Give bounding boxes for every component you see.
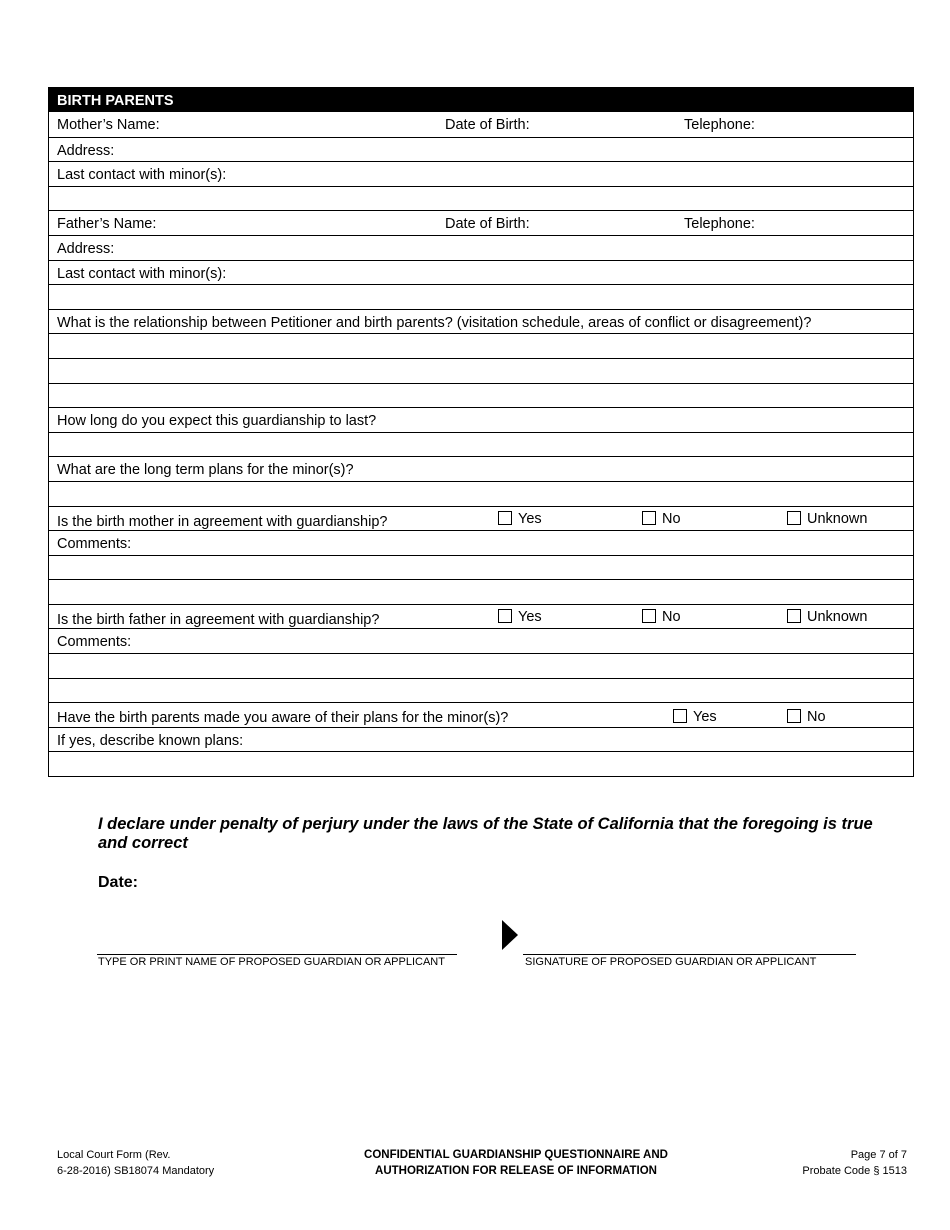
answer-line[interactable] (49, 481, 913, 506)
comments-label: Comments: (57, 536, 132, 553)
mother-agreement-question: Is the birth mother in agreement with guardianship? (57, 513, 388, 530)
plans-aware-no-checkbox[interactable]: No (787, 709, 826, 725)
answer-line[interactable] (49, 555, 913, 580)
plans-aware-yes-checkbox[interactable]: Yes (673, 709, 717, 725)
father-comments-row[interactable] (49, 628, 913, 653)
father-info-row[interactable] (49, 210, 913, 235)
describe-plans-row[interactable] (49, 727, 913, 752)
mother-telephone-label: Telephone: (684, 117, 755, 133)
father-agree-unknown-checkbox[interactable]: Unknown (787, 609, 867, 625)
father-last-contact-label: Last contact with minor(s): (57, 265, 227, 282)
mother-comments-row[interactable] (49, 530, 913, 555)
sign-here-arrow-icon (502, 920, 518, 950)
checkbox-icon[interactable] (642, 511, 656, 525)
signature-line[interactable] (523, 954, 856, 955)
mother-name-label: Mother’s Name: (57, 117, 160, 133)
blank-line[interactable] (49, 186, 913, 211)
long-term-question-row (49, 456, 913, 481)
father-address-row[interactable] (49, 235, 913, 260)
footer-page-info: Page 7 of 7 Probate Code § 1513 (802, 1149, 907, 1177)
checkbox-icon[interactable] (787, 609, 801, 623)
mother-info-row[interactable] (49, 112, 913, 137)
name-caption: TYPE OR PRINT NAME OF PROPOSED GUARDIAN OR APPLICANT (98, 956, 445, 968)
blank-line[interactable] (49, 284, 913, 309)
father-telephone-label: Telephone: (684, 216, 755, 233)
father-agreement-row (49, 604, 913, 629)
checkbox-icon[interactable] (642, 609, 656, 623)
checkbox-icon[interactable] (498, 609, 512, 623)
mother-last-contact-label: Last contact with minor(s): (57, 167, 227, 184)
mother-address-row[interactable] (49, 137, 913, 162)
relationship-question-row (49, 309, 913, 334)
answer-line[interactable] (49, 751, 913, 776)
checkbox-icon[interactable] (787, 511, 801, 525)
comments-label: Comments: (57, 634, 132, 651)
name-signature-line[interactable] (97, 954, 457, 955)
mother-address-label: Address: (57, 142, 115, 159)
answer-line[interactable] (49, 653, 913, 678)
father-last-contact-row[interactable] (49, 260, 913, 285)
birth-parents-form (48, 87, 914, 777)
relationship-question: What is the relationship between Petitioner and birth parents? (visitation schedule, areas of conflict or disagreement)? (57, 314, 812, 331)
mother-dob-label: Date of Birth: (445, 117, 530, 133)
father-dob-label: Date of Birth: (445, 216, 530, 233)
checkbox-icon[interactable] (498, 511, 512, 525)
mother-last-contact-row[interactable] (49, 161, 913, 186)
answer-line[interactable] (49, 678, 913, 703)
section-title: BIRTH PARENTS (49, 88, 913, 112)
date-label: Date: (98, 874, 139, 891)
father-agreement-question: Is the birth father in agreement with guardianship? (57, 611, 380, 628)
plans-aware-question: Have the birth parents made you aware of their plans for the minor(s)? (57, 710, 509, 727)
perjury-declaration: I declare under penalty of perjury under the laws of the State of California that the foregoing is true and correct (98, 815, 873, 852)
long-term-question: What are the long term plans for the minor(s)? (57, 462, 354, 479)
plans-aware-row (49, 702, 913, 727)
footer-form-info: Local Court Form (Rev. 6-28-2016) SB18074 Mandatory (57, 1149, 215, 1177)
father-address-label: Address: (57, 240, 115, 257)
mother-agree-yes-checkbox[interactable]: Yes (498, 511, 542, 527)
checkbox-icon[interactable] (787, 709, 801, 723)
describe-plans-label: If yes, describe known plans: (57, 732, 244, 749)
duration-question: How long do you expect this guardianship to last? (57, 413, 377, 430)
answer-line[interactable] (49, 383, 913, 408)
answer-line[interactable] (49, 358, 913, 383)
father-agree-yes-checkbox[interactable]: Yes (498, 609, 542, 625)
answer-line[interactable] (49, 432, 913, 457)
signature-caption: SIGNATURE OF PROPOSED GUARDIAN OR APPLICANT (525, 956, 817, 968)
duration-question-row (49, 407, 913, 432)
answer-line[interactable] (49, 579, 913, 604)
father-name-label: Father’s Name: (57, 216, 157, 233)
mother-agreement-row (49, 506, 913, 531)
answer-line[interactable] (49, 333, 913, 358)
mother-agree-no-checkbox[interactable]: No (642, 511, 681, 527)
mother-agree-unknown-checkbox[interactable]: Unknown (787, 511, 867, 527)
father-agree-no-checkbox[interactable]: No (642, 609, 681, 625)
footer-form-title: CONFIDENTIAL GUARDIANSHIP QUESTIONNAIRE AND AUTHORIZATION FOR RELEASE OF INFORMATION (364, 1149, 668, 1177)
checkbox-icon[interactable] (673, 709, 687, 723)
